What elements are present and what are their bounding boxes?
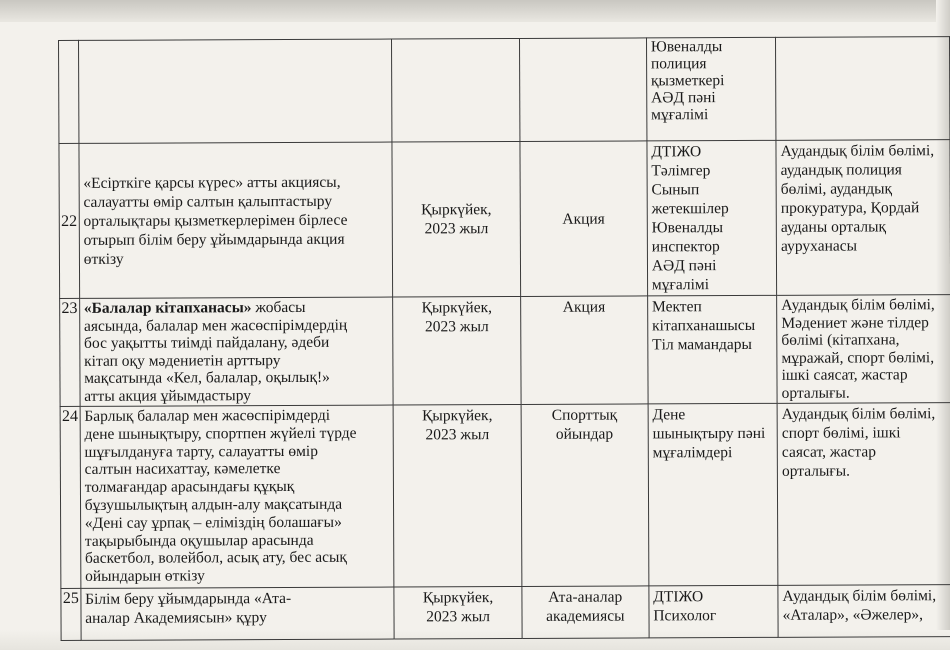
responsible-line: Тәлімгер xyxy=(651,162,711,180)
responsible-line: жетекшілер xyxy=(651,200,729,218)
responsible-line: полиция xyxy=(650,55,707,73)
responsible-line: инспектор xyxy=(651,238,720,256)
partners-line: мұражай, спорт бөлімі, xyxy=(781,348,935,367)
partners-line: ішкі саясат, жастар xyxy=(781,366,908,384)
date-line: Қыркүйек, xyxy=(422,407,493,425)
event-description-cell xyxy=(79,297,393,406)
responsible-line: Дене xyxy=(652,406,686,424)
event-description-cell xyxy=(79,142,393,298)
date-cell xyxy=(392,141,520,297)
partners-line: орталығы. xyxy=(781,384,850,402)
event-line: салтын насихаттау, кәмелетке xyxy=(84,460,281,479)
date-line: 2023 жыл xyxy=(424,318,489,336)
event-line: «Есірткіге қарсы күрес» атты акциясы, xyxy=(83,173,341,192)
responsible-cell xyxy=(646,37,776,141)
partners-line: Аудандық білім бөлімі, xyxy=(781,296,935,314)
form-line: Ата-аналар xyxy=(548,588,623,606)
responsible-line: Ювеналды xyxy=(650,38,723,56)
partners-cell xyxy=(777,295,950,404)
date-cell xyxy=(393,296,521,405)
events-table xyxy=(58,36,950,641)
responsible-cell xyxy=(649,585,778,638)
event-line: аналар Академиясын» құру xyxy=(85,609,267,627)
form-cell xyxy=(521,404,649,587)
responsible-line: мұғалімі xyxy=(651,276,710,294)
event-description-cell xyxy=(78,39,392,143)
date-line: 2023 жыл xyxy=(425,426,490,444)
partners-line: бөлімі (кітапхана, xyxy=(781,331,900,349)
responsible-line: ДТІЖО xyxy=(651,143,702,161)
partners-line: «Аталар», «Әжелер», xyxy=(782,606,923,624)
event-line: аясында, балалар мен жасөспірімдердің xyxy=(83,316,348,335)
form-line: академиясы xyxy=(546,607,625,625)
partners-line: прокуратура, Қордай xyxy=(780,199,920,217)
event-line: Білім беру ұйымдарында «Ата- xyxy=(85,589,292,608)
project-name: «Балалар кітапханасы» xyxy=(83,299,252,317)
event-line: бос уақытты тиімді пайдалану, әдеби xyxy=(84,333,330,352)
event-line-first xyxy=(84,299,389,318)
date-line: Қыркүйек, xyxy=(421,299,493,317)
row-number: 25 xyxy=(61,588,81,640)
responsible-line: қызметкері xyxy=(650,72,725,90)
form-line: ойындар xyxy=(555,425,614,443)
responsible-line: Ювеналды xyxy=(651,219,724,237)
date-cell xyxy=(392,38,520,142)
date-line: 2023 жыл xyxy=(424,220,489,238)
table-row xyxy=(60,403,950,589)
partners-cell xyxy=(776,140,950,296)
event-line: бұзушылықтың алдын-алу мақсатында xyxy=(84,495,343,514)
table-row xyxy=(59,37,950,144)
responsible-line: шынықтыру пәні xyxy=(652,424,766,443)
responsible-line: Тіл мамандары xyxy=(652,335,752,354)
table-row xyxy=(61,585,950,641)
responsible-line: мұғалімдері xyxy=(652,444,733,462)
partners-line: саясат, жастар xyxy=(781,443,876,461)
table-row xyxy=(60,295,950,407)
event-line: баскетбол, волейбол, асық ату, бес асық xyxy=(84,549,347,568)
responsible-line: Сынып xyxy=(651,181,700,199)
form-cell xyxy=(522,586,649,639)
event-line-rest: жобасы xyxy=(251,298,306,317)
event-description-cell xyxy=(80,405,395,588)
responsible-line: Психолог xyxy=(653,607,717,625)
partners-line: ауданы орталық xyxy=(780,218,887,236)
row-number: 22 xyxy=(59,143,79,298)
partners-line: Мәдениет және тілдер xyxy=(781,313,929,332)
event-line: салауатты өмір салтын қалыптастыру xyxy=(83,192,333,211)
row-number: 24 xyxy=(60,406,81,588)
form-line: Спорттық xyxy=(551,406,618,424)
partners-line: Аудандық білім бөлімі, xyxy=(781,405,936,423)
partners-cell xyxy=(778,585,950,638)
form-cell: Акция xyxy=(520,141,648,297)
date-line: Қыркүйек, xyxy=(421,201,492,219)
event-line: шұғылдануға тарту, салауатты өмір xyxy=(84,442,318,461)
partners-line: спорт бөлімі, ішкі xyxy=(781,424,901,442)
partners-line: Аудандық білім бөлімі, xyxy=(782,587,937,605)
event-line: атты акция ұйымдастыру xyxy=(84,386,252,405)
date-cell xyxy=(394,404,522,587)
responsible-cell xyxy=(647,140,777,296)
responsible-line: ДТІЖО xyxy=(653,588,704,606)
event-line: кітап оқу мәдениетін арттыру xyxy=(84,351,281,370)
date-line: 2023 жыл xyxy=(426,608,491,626)
responsible-line: кітапханашысы xyxy=(652,316,756,335)
partners-line: орталығы. xyxy=(781,462,851,480)
table-row xyxy=(59,140,950,299)
event-line: орталықтары қызметкерлерімен бірлесе xyxy=(83,211,348,230)
page-top-edge xyxy=(0,0,950,22)
event-line: тақырыбында оқушылар арасында xyxy=(84,531,314,550)
event-line: дене шынықтыру, спортпен жүйелі түрде xyxy=(84,424,357,443)
partners-line: Аудандық білім бөлімі, xyxy=(780,142,935,160)
event-line: отырып білім беру ұйымдарында акция xyxy=(83,230,345,249)
partners-line: бөлімі, аудандық xyxy=(780,180,893,198)
partners-line: аудандық полиция xyxy=(780,161,902,179)
responsible-line: мұғалімі xyxy=(651,106,709,124)
date-cell xyxy=(394,586,521,639)
event-description-cell xyxy=(81,587,395,640)
partners-cell xyxy=(777,403,950,586)
event-line: толмағандар арасындағы құқық xyxy=(84,478,295,497)
partners-line: ауруханасы xyxy=(780,237,858,255)
responsible-cell xyxy=(648,403,778,586)
responsible-line: Мектеп xyxy=(651,298,702,316)
row-number: 23 xyxy=(60,298,80,406)
row-number xyxy=(59,40,79,143)
event-line: Барлық балалар мен жасөспірімдерді xyxy=(84,406,331,425)
event-line: «Дені сау ұрпақ – еліміздің болашағы» xyxy=(84,513,342,532)
partners-cell xyxy=(776,37,950,141)
form-cell: Акция xyxy=(520,296,648,405)
event-line: өткізу xyxy=(83,250,124,268)
form-cell xyxy=(519,38,647,142)
event-line: мақсатында «Кел, балалар, оқылық!» xyxy=(84,368,330,387)
responsible-line: АӘД пәні xyxy=(651,257,717,275)
date-line: Қыркүйек, xyxy=(422,589,494,607)
responsible-line: АӘД пәні xyxy=(651,89,716,107)
responsible-cell xyxy=(647,295,777,404)
event-line: ойындарын өткізу xyxy=(85,567,205,586)
